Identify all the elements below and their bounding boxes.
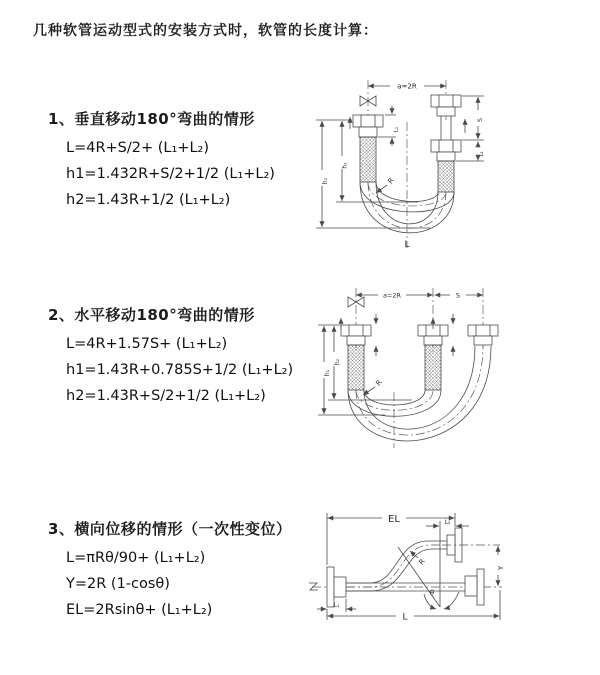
dim-label-theta: θ [429,589,435,597]
hose-s-curve [346,541,447,591]
dim-label-s: S [455,291,461,300]
diagram-lateral-displacement [300,495,600,645]
formula-line: h2=1.43R+S/2+1/2 (L₁+L₂) [66,388,266,404]
dim-label-h1: h₁ [322,177,329,185]
right-fitting-stack [431,95,461,192]
section-2 [48,304,293,405]
middle-fitting [418,325,448,390]
formula-line: L=4R+1.57S+ (L₁+L₂) [66,336,228,352]
section-3 [48,518,291,619]
right-flange [465,569,484,605]
dim-label-y: Y [497,565,505,571]
page-title: 几种软管运动型式的安装方式时，软管的长度计算： [33,23,378,39]
section-1 [48,108,275,209]
dim-label-r: R [417,557,427,567]
hose-centerline [356,346,483,435]
hose-u-bends [348,346,491,441]
formula-line: Y=2R (1-cosθ) [66,576,170,592]
section-3-heading: 3、横向位移的情形（一次性变位） [48,520,292,538]
formula-line: L=4R+S/2+ (L₁+L₂) [66,140,209,156]
dim-label-a2r: a=2R [397,82,417,91]
centerline-mark [309,583,318,590]
formula-line: h1=1.432R+S/2+1/2 (L₁+L₂) [66,166,275,182]
dim-label-r: R [374,378,384,388]
dim-label-r: R [386,176,396,186]
diagram-horizontal-move-180 [300,280,590,470]
diagram-vertical-move-180 [300,70,590,260]
hose-centerline [346,545,442,587]
section-1-heading: 1、垂直移动180°弯曲的情形 [48,110,255,128]
hose-centerline [368,182,446,228]
dim-label-l2: L₂ [444,519,451,526]
left-flange [327,567,346,607]
radius-arrow [363,387,375,395]
dim-label-l1: L₁ [393,126,400,133]
formula-line: h2=1.43R+1/2 (L₁+L₂) [66,192,231,208]
section-2-heading: 2、水平移动180°弯曲的情形 [48,306,255,324]
dim-label-l: L [402,612,408,623]
dim-label-l2: L₂ [479,151,485,157]
left-fitting [353,115,383,182]
dim-label-h2: h₂ [341,162,349,169]
formula-line: L=πRθ/90+ (L₁+L₂) [66,550,206,566]
right-fitting [468,325,498,345]
dim-label-l1: L₁ [333,602,340,609]
radius-ray [398,547,440,607]
left-fitting [341,325,371,390]
formula-line: h1=1.43R+0.785S+1/2 (L₁+L₂) [66,362,294,378]
dim-label-l: L [404,240,410,250]
formula-line: EL=2Rsinθ+ (L₁+L₂) [66,602,213,618]
dim-label-a2r: a=2R [382,291,402,300]
dim-label-h1: h₁ [324,369,331,377]
dim-label-el: EL [388,514,400,525]
dim-label-h2: h₂ [334,358,341,366]
dim-label-s: S [476,117,484,123]
